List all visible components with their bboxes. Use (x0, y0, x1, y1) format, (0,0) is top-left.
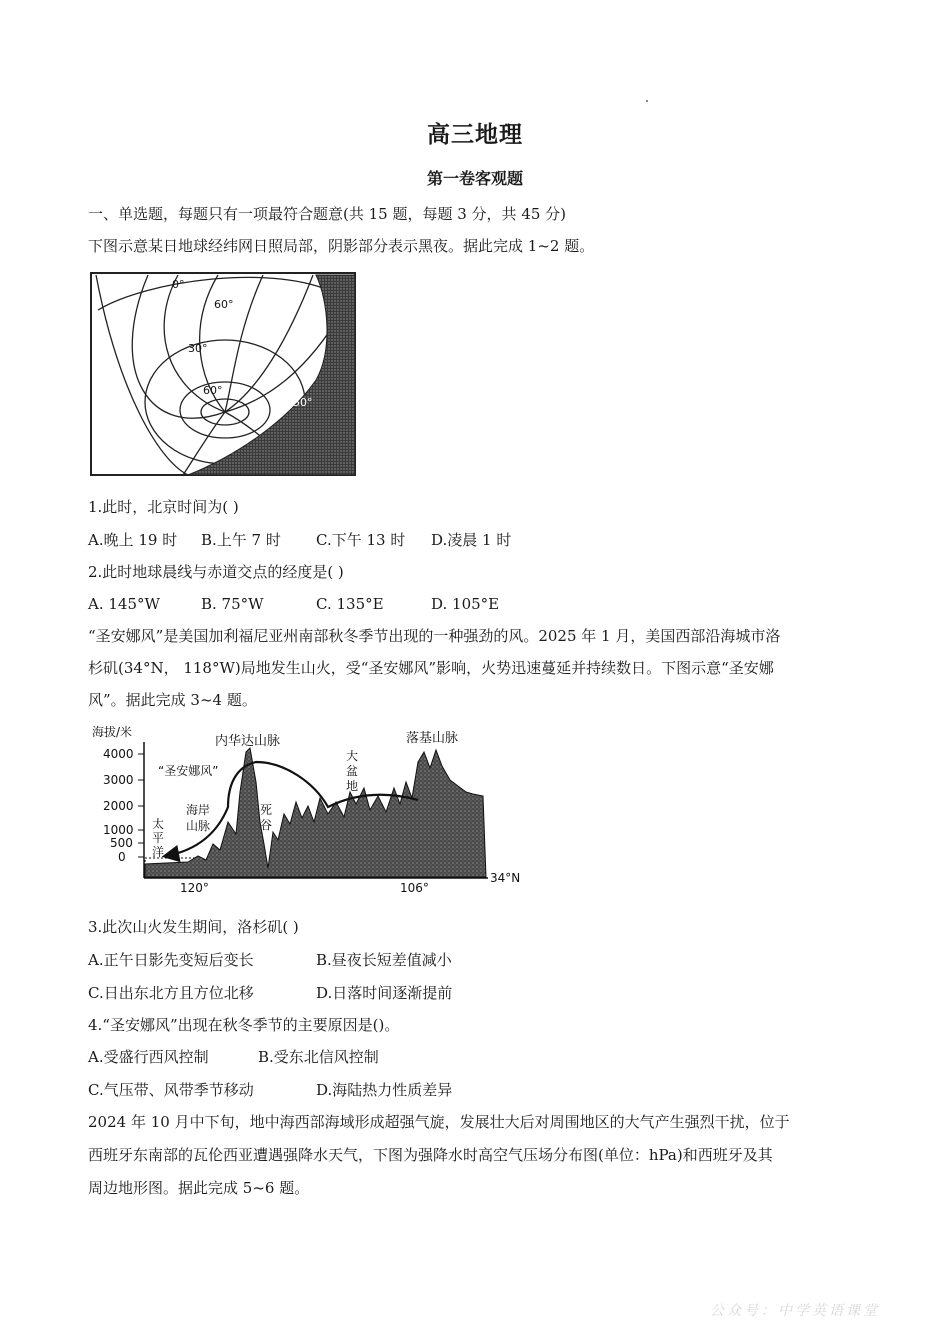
label-great-basin-2: 盆 (346, 764, 359, 778)
label-60-deg-top: 60° (214, 298, 234, 311)
label-rocky-mountains: 落基山脉 (406, 731, 459, 746)
label-pacific-3: 洋 (152, 845, 165, 859)
q1-option-c[interactable]: C.下午 13 时 (316, 531, 406, 549)
label-coast-range-2: 山脉 (186, 819, 211, 833)
ytick-4000: 4000 (103, 747, 134, 761)
q3-option-a[interactable]: A.正午日影先变短后变长 (88, 951, 254, 969)
q4-options-row2 (88, 1080, 864, 1100)
q1-option-b[interactable]: B.上午 7 时 (201, 531, 281, 549)
q2-stem: 2.此时地球晨线与赤道交点的经度是( ) (88, 563, 344, 581)
label-santa-ana-wind: “圣安娜风” (158, 764, 219, 778)
santa-ana-profile-figure (88, 722, 528, 894)
y-axis-label: 海拔/米 (92, 725, 133, 739)
ytick-3000: 3000 (103, 773, 134, 787)
xtick-120: 120° (180, 881, 209, 894)
page-title: 高三地理 (427, 121, 523, 148)
q3-option-c[interactable]: C.日出东北方且方位北移 (88, 984, 254, 1002)
q2-option-d[interactable]: D. 105°E (431, 595, 500, 613)
label-34n: 34°N (490, 871, 521, 885)
ytick-500: 500 (110, 836, 133, 850)
label-pacific-1: 太 (152, 817, 165, 831)
q4-stem: 4.“圣安娜风”出现在秋冬季节的主要原因是()。 (88, 1016, 400, 1034)
q2-option-b[interactable]: B. 75°W (201, 595, 264, 613)
q1-options (88, 530, 864, 550)
label-coast-range-1: 海岸 (186, 803, 211, 817)
graticule-figure (88, 270, 358, 478)
q1-option-d[interactable]: D.凌晨 1 时 (431, 531, 512, 549)
q3-option-d[interactable]: D.日落时间逐渐提前 (316, 984, 453, 1002)
intro-q3-4-line2: 杉矶(34°N， 118°W)局地发生山火，受“圣安娜风”影响，火势迅速蔓延并持续数日。下图示意“圣安娜 (88, 659, 774, 677)
section-title: 第一卷客观题 (426, 169, 523, 188)
intro-q5-6-line2: 西班牙东南部的瓦伦西亚遭遇强降水天气，下图为强降水时高空气压场分布图(单位：hPa)和西班牙及其 (88, 1146, 773, 1164)
q4-option-d[interactable]: D.海陆热力性质差异 (316, 1081, 453, 1099)
q2-option-c[interactable]: C. 135°E (316, 595, 384, 613)
q4-options-row1 (88, 1047, 864, 1067)
label-30-deg: 30° (188, 342, 208, 355)
q2-options (88, 594, 864, 614)
label-0-deg: 0° (172, 278, 185, 291)
label-death-valley-2: 谷 (260, 818, 273, 832)
intro-q5-6-line1: 2024 年 10 月中下旬，地中海西部海域形成超强气旋，发展壮大后对周围地区的大气产生强烈干扰，位于 (88, 1113, 790, 1131)
section-instructions: 一、单选题，每题只有一项最符合题意(共 15 题，每题 3 分，共 45 分) (88, 205, 567, 223)
label-60-deg: 60° (203, 384, 223, 397)
intro-q3-4-line3: 风”。据此完成 3~4 题。 (88, 691, 257, 709)
scan-dot (646, 100, 648, 102)
label-great-basin-1: 大 (346, 749, 359, 763)
q1-option-a[interactable]: A.晚上 19 时 (88, 531, 178, 549)
intro-q3-4-line1: “圣安娜风”是美国加利福尼亚州南部秋冬季节出现的一种强劲的风。2025 年 1 月，美国西部沿海城市洛 (88, 627, 781, 645)
watermark: 公众号：中学英语课堂 (710, 1303, 880, 1319)
ytick-2000: 2000 (103, 799, 134, 813)
label-great-basin-3: 地 (346, 779, 359, 793)
q2-option-a[interactable]: A. 145°W (88, 595, 160, 613)
q3-options-row2 (88, 983, 864, 1003)
q3-stem: 3.此次山火发生期间，洛杉矶( ) (88, 918, 299, 936)
label-death-valley-1: 死 (260, 803, 273, 817)
label-sierra-nevada: 内华达山脉 (215, 734, 281, 749)
ytick-0: 0 (118, 850, 126, 864)
q3-option-b[interactable]: B.昼夜长短差值减小 (316, 951, 452, 969)
ytick-1000: 1000 (103, 823, 134, 837)
q4-option-b[interactable]: B.受东北信风控制 (258, 1048, 379, 1066)
intro-q5-6-line3: 周边地形图。据此完成 5~6 题。 (88, 1179, 310, 1197)
q4-option-c[interactable]: C.气压带、风带季节移动 (88, 1081, 254, 1099)
q4-option-a[interactable]: A.受盛行西风控制 (88, 1048, 209, 1066)
intro-q1-2: 下图示意某日地球经纬网日照局部，阴影部分表示黑夜。据此完成 1~2 题。 (88, 237, 595, 255)
label-pacific-2: 平 (152, 831, 165, 845)
xtick-106: 106° (400, 881, 429, 894)
q3-options-row1 (88, 950, 864, 970)
label-150-deg: 150° (286, 396, 313, 409)
q1-stem: 1.此时，北京时间为( ) (88, 498, 239, 516)
